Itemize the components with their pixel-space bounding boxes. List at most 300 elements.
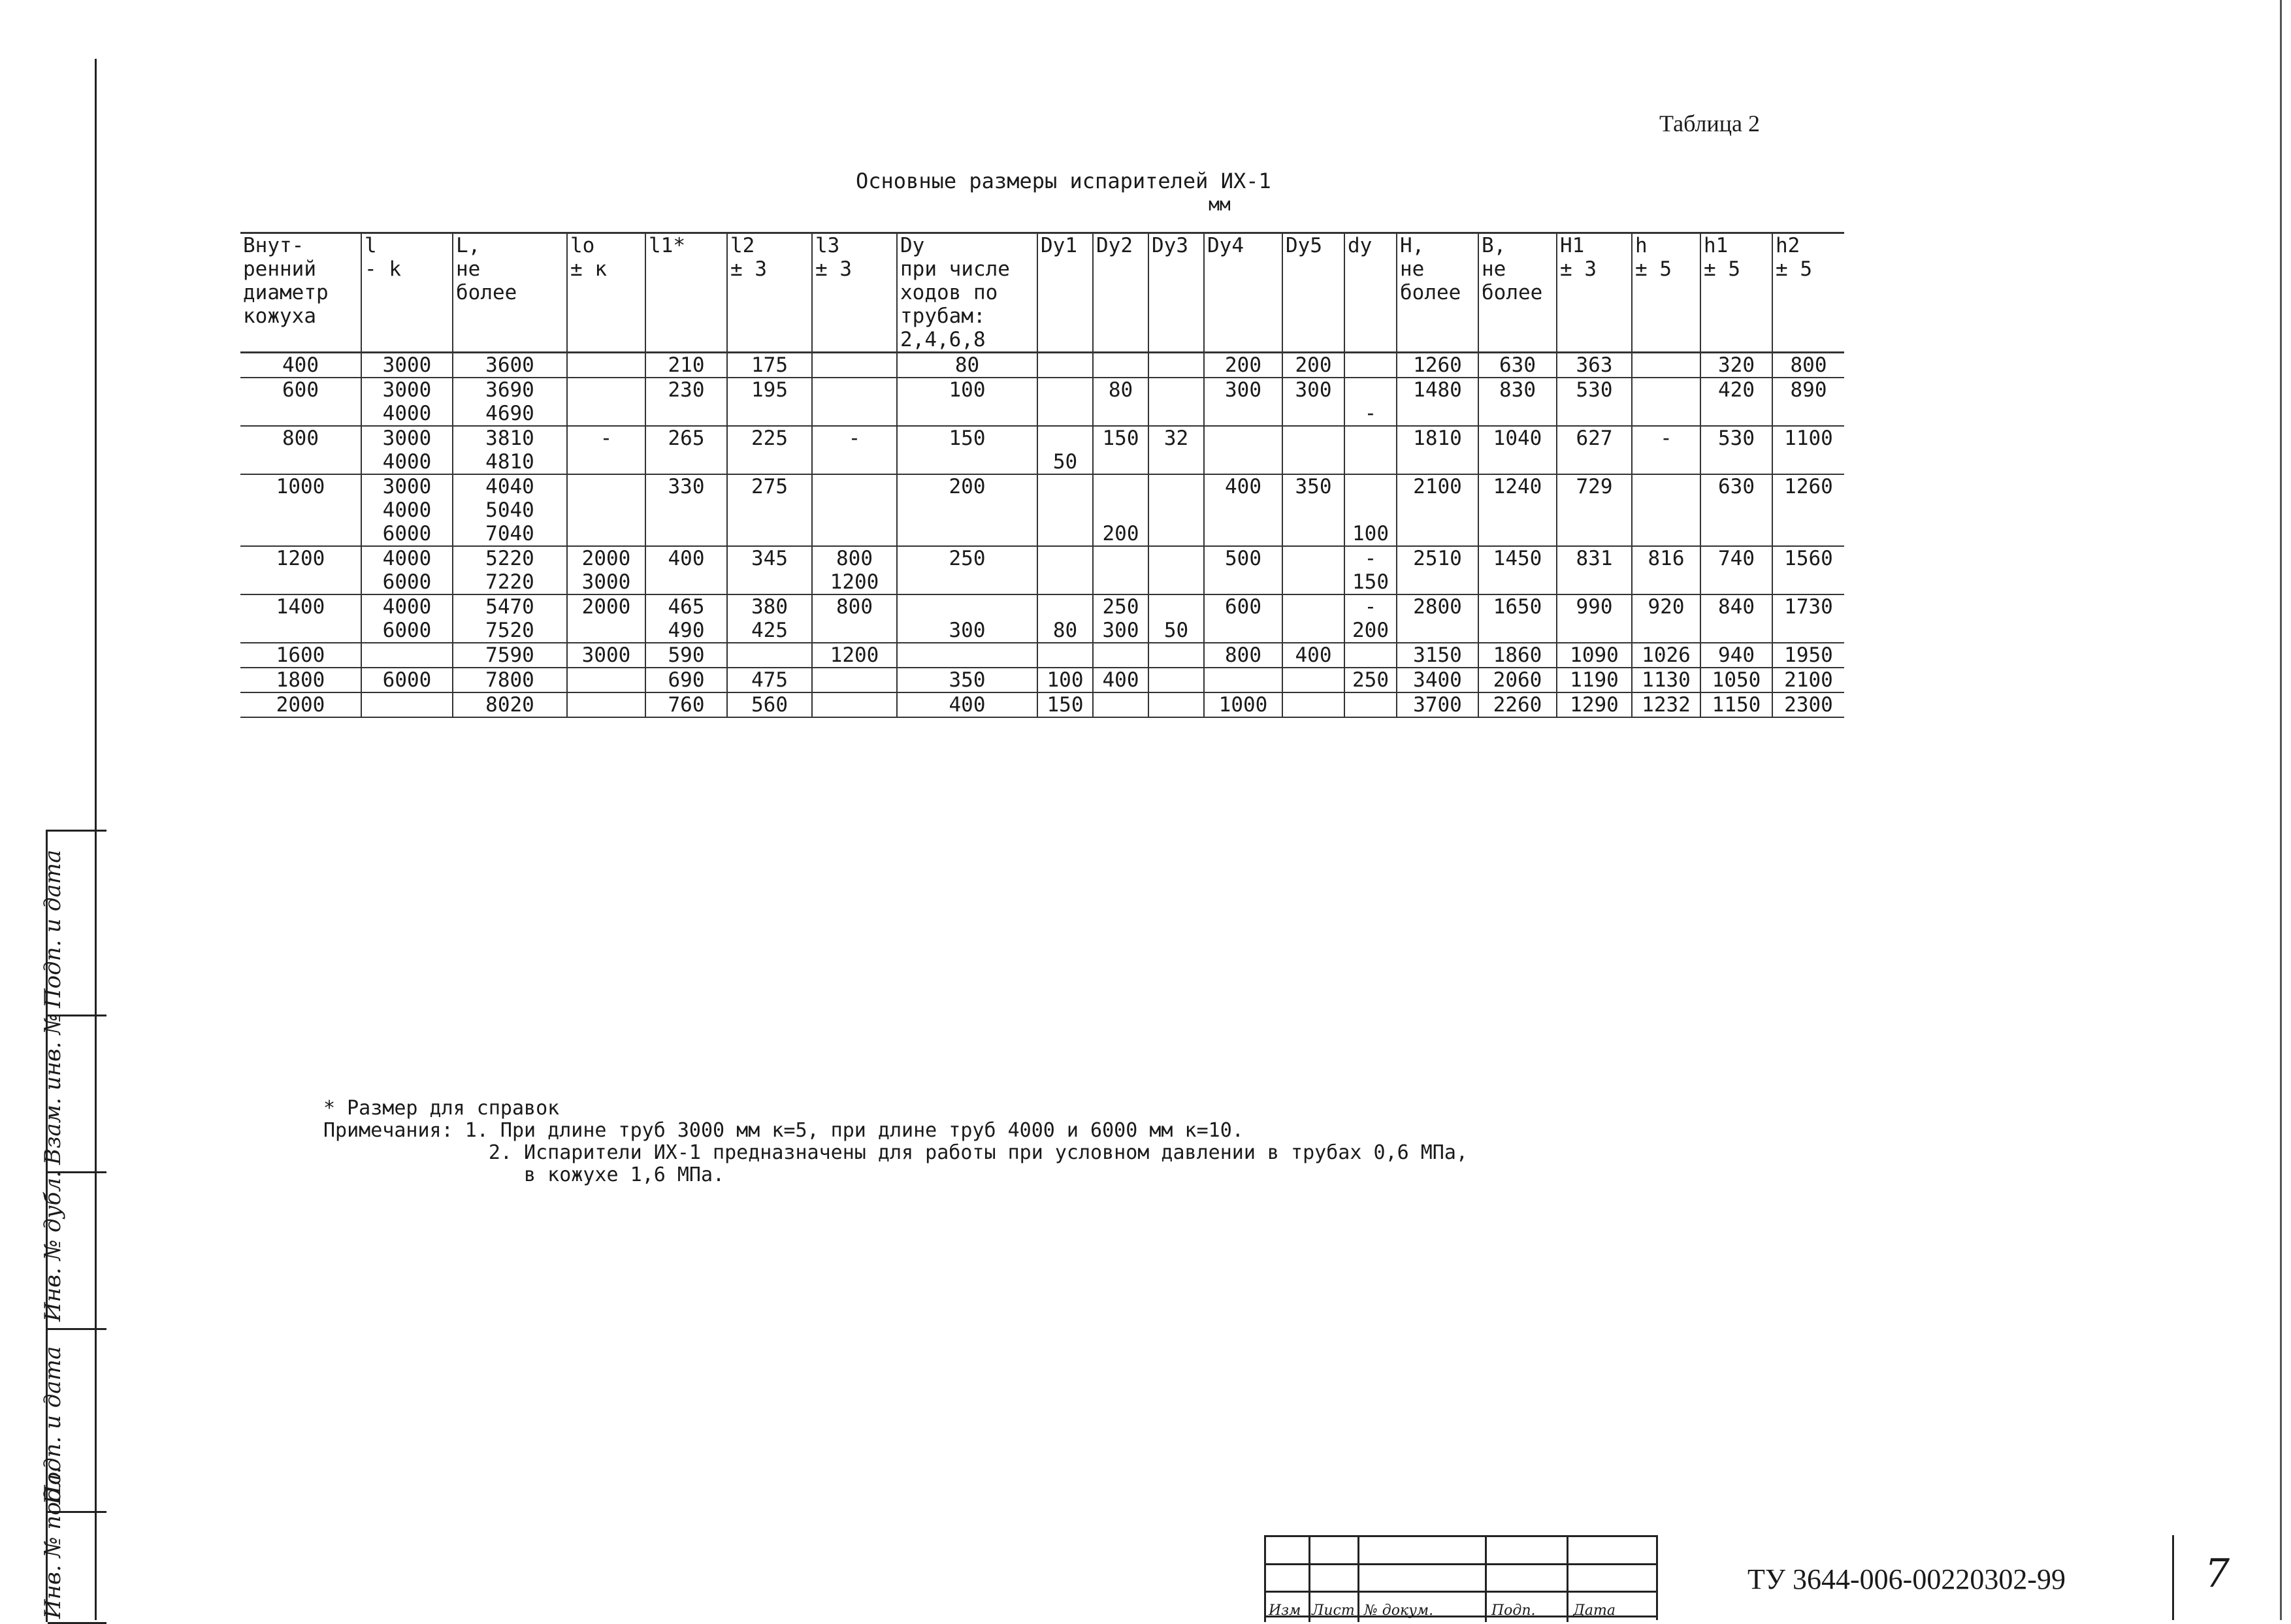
stamp-cell-3 xyxy=(40,1171,106,1330)
table-cell xyxy=(1148,692,1204,717)
table-cell xyxy=(1478,498,1557,522)
table-cell xyxy=(1148,570,1204,594)
column-header: Внут- ренний диаметр кожуха xyxy=(240,233,361,353)
stamp-label-2: Взам. инв. № xyxy=(40,1013,66,1165)
table-cell xyxy=(567,378,645,402)
table-cell xyxy=(1344,692,1397,717)
table-cell xyxy=(1282,668,1344,692)
table-cell xyxy=(1700,402,1772,426)
table-cell: 1000 xyxy=(1204,692,1282,717)
table-cell: 275 xyxy=(727,474,812,498)
table-cell: 2510 xyxy=(1397,546,1478,570)
table-cell xyxy=(1093,643,1148,668)
table-cell xyxy=(1772,498,1844,522)
table-cell: 840 xyxy=(1700,594,1772,619)
unit-label: мм xyxy=(1209,193,1231,215)
table-cell: 3150 xyxy=(1397,643,1478,668)
table-cell xyxy=(1632,522,1700,546)
table-cell: 300 xyxy=(1204,378,1282,402)
table-cell xyxy=(812,474,897,498)
table-cell: 200 xyxy=(1093,522,1148,546)
table-cell: 80 xyxy=(1037,619,1093,643)
table-cell xyxy=(1397,450,1478,474)
column-header: lo ± к xyxy=(567,233,645,353)
table-cell xyxy=(1148,522,1204,546)
table-row xyxy=(240,668,1844,692)
table-cell: 320 xyxy=(1700,353,1772,378)
table-cell xyxy=(1344,426,1397,450)
table-cell xyxy=(1282,692,1344,717)
table-cell: 420 xyxy=(1700,378,1772,402)
table-cell: 3400 xyxy=(1397,668,1478,692)
table-cell: 265 xyxy=(645,426,727,450)
table-cell xyxy=(361,643,453,668)
table-cell: 100 xyxy=(897,378,1037,402)
table-cell xyxy=(1772,402,1844,426)
table-cell: 380 xyxy=(727,594,812,619)
table-cell xyxy=(567,402,645,426)
table-cell: 3000 xyxy=(361,353,453,378)
table-cell xyxy=(567,668,645,692)
table-cell: 1730 xyxy=(1772,594,1844,619)
table-cell: 3000 xyxy=(361,426,453,450)
table-cell: 1800 xyxy=(240,668,361,692)
table-cell: 1290 xyxy=(1557,692,1632,717)
column-header: Dy2 xyxy=(1093,233,1148,353)
table-cell xyxy=(897,643,1037,668)
table-cell xyxy=(1282,619,1344,643)
caption-signature: Подп. xyxy=(1491,1602,1536,1619)
table-cell: 5040 xyxy=(453,498,567,522)
table-cell: 50 xyxy=(1148,619,1204,643)
table-cell xyxy=(240,402,361,426)
table-row xyxy=(240,643,1844,668)
table-cell: 627 xyxy=(1557,426,1632,450)
table-row xyxy=(240,474,1844,498)
table-cell xyxy=(1632,353,1700,378)
table-cell: 816 xyxy=(1632,546,1700,570)
note-2: 2. Испарители ИХ-1 предназначены для работы при условном давлении в трубах 0,6 МПа, xyxy=(488,1141,1468,1164)
column-header: l - k xyxy=(361,233,453,353)
table-cell xyxy=(645,498,727,522)
table-cell xyxy=(240,498,361,522)
stamp-cell-2 xyxy=(40,1013,106,1173)
table-cell: 7040 xyxy=(453,522,567,546)
table-cell: 465 xyxy=(645,594,727,619)
table-cell: - xyxy=(567,426,645,450)
dimensions-table xyxy=(240,232,1844,718)
table-cell xyxy=(1093,570,1148,594)
binding-stamp xyxy=(40,830,106,1622)
right-margin-rule xyxy=(2280,0,2282,1620)
table-cell: 740 xyxy=(1700,546,1772,570)
table-cell xyxy=(1632,474,1700,498)
table-cell xyxy=(567,692,645,717)
table-row xyxy=(240,378,1844,402)
table-cell: 7520 xyxy=(453,619,567,643)
table-cell xyxy=(1037,546,1093,570)
table-cell: 6000 xyxy=(361,570,453,594)
table-cell: 690 xyxy=(645,668,727,692)
table-cell xyxy=(1344,378,1397,402)
column-header: L, не более xyxy=(453,233,567,353)
table-cell: 1190 xyxy=(1557,668,1632,692)
table-cell xyxy=(812,450,897,474)
table-cell: 3810 xyxy=(453,426,567,450)
table-cell: 195 xyxy=(727,378,812,402)
table-cell xyxy=(1282,498,1344,522)
table-cell xyxy=(1148,402,1204,426)
table-cell xyxy=(240,450,361,474)
table-cell xyxy=(1148,546,1204,570)
table-cell xyxy=(1478,522,1557,546)
table-cell: 2000 xyxy=(240,692,361,717)
table-cell xyxy=(1282,522,1344,546)
table-cell xyxy=(1557,522,1632,546)
table-cell xyxy=(1093,546,1148,570)
table-cell: 475 xyxy=(727,668,812,692)
table-cell: 5220 xyxy=(453,546,567,570)
table-cell: 800 xyxy=(1204,643,1282,668)
table-cell: 200 xyxy=(1344,619,1397,643)
table-cell: 1810 xyxy=(1397,426,1478,450)
table-cell xyxy=(1148,594,1204,619)
table-cell xyxy=(240,570,361,594)
table-cell xyxy=(240,619,361,643)
title-block-rule xyxy=(1266,1591,1658,1593)
table-cell xyxy=(1557,570,1632,594)
table-cell xyxy=(1093,474,1148,498)
table-cell: 2100 xyxy=(1772,668,1844,692)
table-cell xyxy=(1037,643,1093,668)
table-cell xyxy=(567,522,645,546)
table-cell: 7220 xyxy=(453,570,567,594)
document-number: ТУ 3644-006-00220302-99 xyxy=(1747,1563,2066,1595)
table-cell xyxy=(645,570,727,594)
table-cell: 831 xyxy=(1557,546,1632,570)
table-cell: 4000 xyxy=(361,450,453,474)
table-cell xyxy=(1397,522,1478,546)
table-cell xyxy=(812,668,897,692)
table-cell xyxy=(1700,522,1772,546)
table-cell xyxy=(812,692,897,717)
table-cell xyxy=(1772,522,1844,546)
table-cell: 1400 xyxy=(276,595,325,619)
table-cell xyxy=(1282,546,1344,570)
table-cell: 1232 xyxy=(1632,692,1700,717)
column-header: l3 ± 3 xyxy=(812,233,897,353)
sheet-number: 7 xyxy=(2205,1551,2230,1597)
table-cell xyxy=(1772,450,1844,474)
table-cell: 760 xyxy=(645,692,727,717)
table-cell: 150 xyxy=(1344,570,1397,594)
table-cell xyxy=(1632,498,1700,522)
title-block-rule xyxy=(1485,1537,1487,1622)
table-cell: 345 xyxy=(727,546,812,570)
table-row xyxy=(240,426,1844,450)
page-title: Основные размеры испарителей ИХ-1 xyxy=(856,169,1271,193)
table-cell: 100 xyxy=(1344,522,1397,546)
table-cell: 600 xyxy=(282,378,319,402)
table-cell: 250 xyxy=(1344,668,1397,692)
table-cell xyxy=(1093,498,1148,522)
table-cell: 175 xyxy=(727,353,812,378)
table-cell xyxy=(1204,570,1282,594)
table-row xyxy=(240,522,1844,546)
table-cell xyxy=(1093,353,1148,378)
title-block-rule xyxy=(1567,1537,1568,1622)
table-cell xyxy=(1282,426,1344,450)
table-cell: 150 xyxy=(1037,692,1093,717)
table-cell xyxy=(897,570,1037,594)
title-block-grid xyxy=(1264,1535,1658,1622)
table-cell: 2100 xyxy=(1397,474,1478,498)
table-cell: 3690 xyxy=(453,378,567,402)
table-cell: 230 xyxy=(645,378,727,402)
table-cell: 200 xyxy=(897,474,1037,498)
table-cell xyxy=(1037,353,1093,378)
table-cell: 6000 xyxy=(361,522,453,546)
table-cell: 200 xyxy=(1282,353,1344,378)
table-cell xyxy=(1037,594,1093,619)
table-row xyxy=(240,570,1844,594)
table-cell: 363 xyxy=(1557,353,1632,378)
column-header: l2 ± 3 xyxy=(727,233,812,353)
table-cell: 2060 xyxy=(1478,668,1557,692)
table-cell xyxy=(1204,498,1282,522)
table-cell xyxy=(727,450,812,474)
table-row xyxy=(240,402,1844,426)
table-cell: 4000 xyxy=(361,594,453,619)
table-cell xyxy=(1282,450,1344,474)
table-cell xyxy=(812,402,897,426)
stamp-cell-1 xyxy=(40,832,106,1016)
table-cell: 150 xyxy=(897,426,1037,450)
stamp-label-3: Инв. № дубл. xyxy=(40,1171,66,1322)
table-cell: 890 xyxy=(1772,378,1844,402)
table-cell xyxy=(1037,378,1093,402)
table-cell xyxy=(727,570,812,594)
table-cell xyxy=(1557,450,1632,474)
column-header: h2 ± 5 xyxy=(1772,233,1844,353)
table-cell: 1200 xyxy=(276,547,325,570)
title-block-rule xyxy=(1357,1537,1359,1622)
title-block xyxy=(1264,1535,2277,1620)
table-row xyxy=(240,450,1844,474)
table-cell xyxy=(1397,402,1478,426)
table-cell: 3000 xyxy=(567,643,645,668)
table-cell xyxy=(567,619,645,643)
table-cell: 1050 xyxy=(1700,668,1772,692)
table-cell: 300 xyxy=(1093,619,1148,643)
table-cell: 3700 xyxy=(1397,692,1478,717)
table-cell: 425 xyxy=(727,619,812,643)
table-row xyxy=(240,498,1844,522)
table-cell xyxy=(1148,498,1204,522)
table-cell xyxy=(1632,570,1700,594)
table-cell: 8020 xyxy=(453,692,567,717)
table-cell: 1000 xyxy=(276,475,325,498)
table-cell: 4000 xyxy=(361,402,453,426)
table-cell: 1100 xyxy=(1772,426,1844,450)
table-cell xyxy=(1093,692,1148,717)
table-cell: 225 xyxy=(727,426,812,450)
table-cell: 560 xyxy=(727,692,812,717)
table-cell xyxy=(1478,450,1557,474)
table-cell xyxy=(1204,402,1282,426)
table-cell: 350 xyxy=(897,668,1037,692)
table-cell: 630 xyxy=(1478,353,1557,378)
column-header: Dy5 xyxy=(1282,233,1344,353)
table-cell xyxy=(1204,668,1282,692)
table-cell xyxy=(1037,498,1093,522)
table-cell xyxy=(645,402,727,426)
table-cell: 250 xyxy=(1093,594,1148,619)
table-cell xyxy=(727,402,812,426)
table-cell xyxy=(897,522,1037,546)
column-header: l1* xyxy=(645,233,727,353)
table-cell xyxy=(1204,522,1282,546)
table-cell: 150 xyxy=(1093,426,1148,450)
column-header: B, не более xyxy=(1478,233,1557,353)
table-cell: 1130 xyxy=(1632,668,1700,692)
table-cell xyxy=(1632,378,1700,402)
table-cell xyxy=(567,353,645,378)
table-cell xyxy=(1397,619,1478,643)
table-cell: 250 xyxy=(897,546,1037,570)
table-header-row xyxy=(240,233,1844,353)
stamp-cell-5 xyxy=(40,1467,106,1624)
table-cell: 80 xyxy=(897,353,1037,378)
table-cell xyxy=(1148,450,1204,474)
table-row xyxy=(240,546,1844,570)
table-cell: 100 xyxy=(1037,668,1093,692)
table-cell xyxy=(812,619,897,643)
table-cell: 1240 xyxy=(1478,474,1557,498)
table-cell xyxy=(1700,619,1772,643)
table-cell: 500 xyxy=(1204,546,1282,570)
table-cell: 1450 xyxy=(1478,546,1557,570)
table-cell xyxy=(1282,402,1344,426)
table-cell xyxy=(1148,668,1204,692)
table-cell: 729 xyxy=(1557,474,1632,498)
table-cell: 1200 xyxy=(812,643,897,668)
table-cell xyxy=(1148,474,1204,498)
table-cell: 630 xyxy=(1700,474,1772,498)
table-cell xyxy=(567,450,645,474)
caption-doc-no: № докум. xyxy=(1364,1602,1434,1619)
table-cell xyxy=(1204,619,1282,643)
table-cell: 50 xyxy=(1037,450,1093,474)
table-cell: 800 xyxy=(1772,353,1844,378)
table-cell xyxy=(1557,402,1632,426)
table-cell: 330 xyxy=(645,474,727,498)
table-cell: 1950 xyxy=(1772,643,1844,668)
column-header: Dy4 xyxy=(1204,233,1282,353)
table-cell: 1150 xyxy=(1700,692,1772,717)
table-cell: 1260 xyxy=(1397,353,1478,378)
table-cell xyxy=(1557,498,1632,522)
table-cell xyxy=(240,522,361,546)
table-cell: 1260 xyxy=(1772,474,1844,498)
table-cell: 800 xyxy=(812,594,897,619)
footnote-text: * Размер для справок xyxy=(323,1097,560,1120)
table-cell: 400 xyxy=(1282,643,1344,668)
table-cell xyxy=(812,353,897,378)
table-cell xyxy=(567,498,645,522)
notes-label: Примечания: xyxy=(323,1119,453,1142)
table-cell xyxy=(1700,450,1772,474)
table-row xyxy=(240,594,1844,619)
table-cell: 1560 xyxy=(1772,546,1844,570)
stamp-label-5: Инв. № подл. xyxy=(40,1467,66,1619)
table-cell xyxy=(1204,450,1282,474)
table-cell: 3000 xyxy=(567,570,645,594)
table-cell: 400 xyxy=(1093,668,1148,692)
table-cell: 1860 xyxy=(1478,643,1557,668)
table-cell: 300 xyxy=(897,619,1037,643)
table-cell: 7800 xyxy=(453,668,567,692)
table-cell: 2300 xyxy=(1772,692,1844,717)
note-2-continued: в кожухе 1,6 МПа. xyxy=(524,1163,725,1186)
table-cell xyxy=(1093,402,1148,426)
table-cell: 4000 xyxy=(361,498,453,522)
table-cell xyxy=(1037,570,1093,594)
table-cell xyxy=(1557,619,1632,643)
table-cell xyxy=(1282,570,1344,594)
table-cell xyxy=(1037,402,1093,426)
table-cell xyxy=(727,498,812,522)
table-cell: 2000 xyxy=(567,546,645,570)
table-cell xyxy=(361,692,453,717)
table-cell: - xyxy=(1344,402,1397,426)
table-cell xyxy=(1037,474,1093,498)
table-cell xyxy=(1700,498,1772,522)
table-cell: 3000 xyxy=(361,474,453,498)
table-cell xyxy=(1093,450,1148,474)
table-cell xyxy=(1478,619,1557,643)
table-cell xyxy=(1772,570,1844,594)
table-cell xyxy=(645,450,727,474)
sheet-divider xyxy=(2172,1535,2174,1620)
table-cell xyxy=(1397,570,1478,594)
column-header: Dy1 xyxy=(1037,233,1093,353)
table-cell: - xyxy=(1632,426,1700,450)
table-cell xyxy=(1037,426,1093,450)
table-cell: 300 xyxy=(1282,378,1344,402)
table-cell xyxy=(1148,643,1204,668)
table-cell: 1650 xyxy=(1478,594,1557,619)
column-header: Dy при числе ходов по трубам: 2,4,6,8 xyxy=(897,233,1037,353)
caption-date: Дата xyxy=(1573,1602,1616,1619)
table-cell: 800 xyxy=(282,427,319,450)
table-cell xyxy=(1344,474,1397,498)
table-cell xyxy=(1148,353,1204,378)
table-cell xyxy=(897,498,1037,522)
table-cell: 920 xyxy=(1632,594,1700,619)
table-cell xyxy=(897,402,1037,426)
caption-sheet: Лист xyxy=(1312,1602,1355,1619)
table-cell: 4810 xyxy=(453,450,567,474)
table-cell xyxy=(1148,378,1204,402)
column-header: H1 ± 3 xyxy=(1557,233,1632,353)
table-cell: 2260 xyxy=(1478,692,1557,717)
table-row xyxy=(240,353,1844,378)
table-cell: 5470 xyxy=(453,594,567,619)
table-cell xyxy=(812,522,897,546)
table-cell: 1090 xyxy=(1557,643,1632,668)
table-cell: 32 xyxy=(1148,426,1204,450)
